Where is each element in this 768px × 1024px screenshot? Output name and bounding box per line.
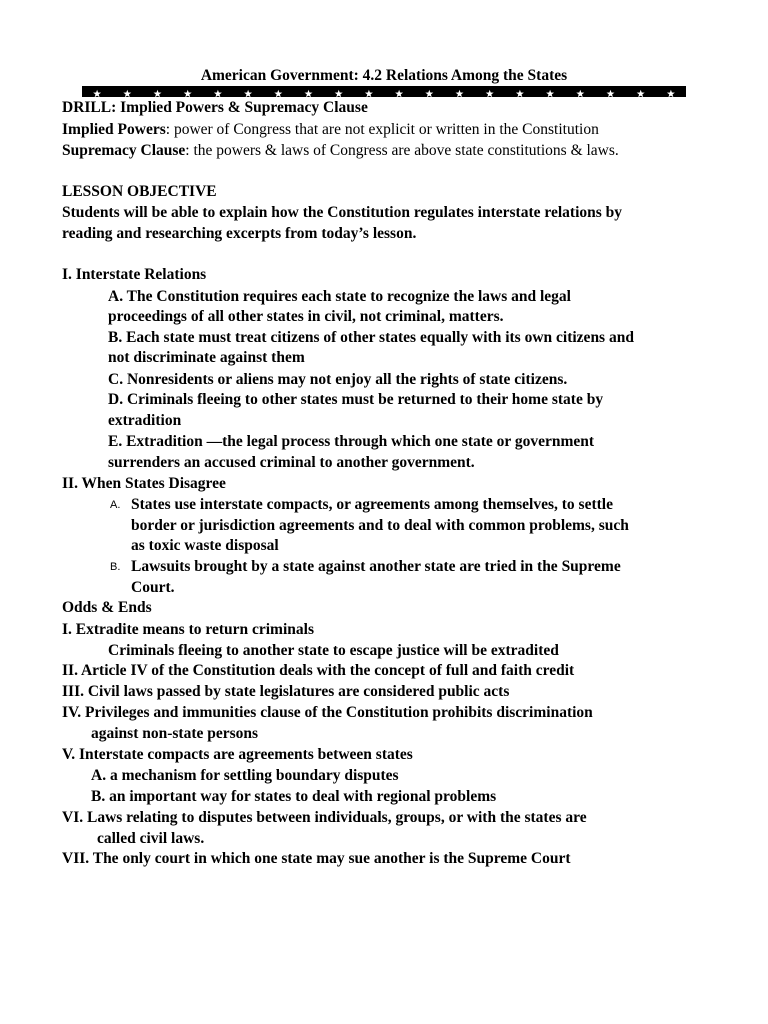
implied-powers-term: Implied Powers (62, 121, 166, 138)
star-icon (486, 90, 494, 98)
implied-powers-line (62, 120, 599, 140)
odds-item-i-line-2: Criminals fleeing to another state to escape justice will be extradited (108, 642, 559, 659)
star-icon (667, 90, 675, 98)
section-1-item-d-line-1: D. Criminals fleeing to other states must be returned to their home state by (108, 391, 604, 408)
star-icon (395, 90, 403, 98)
section-2-item-b-line-1: Lawsuits brought by a state against another state are tried in the Supreme (131, 558, 621, 575)
star-icon (154, 90, 162, 98)
star-icon (425, 90, 433, 98)
star-icon (305, 90, 313, 98)
star-icon (546, 90, 554, 98)
objective-line-2: reading and researching excerpts from today’s lesson. (62, 225, 417, 242)
star-icon (637, 90, 645, 98)
section-1-heading: I. Interstate Relations (62, 266, 207, 283)
section-1-item-b-line-2: not discriminate against them (108, 349, 305, 366)
star-icon (123, 90, 131, 98)
section-2-item-b-letter: B. (110, 561, 121, 573)
section-2-item-a-letter: A. (110, 499, 121, 511)
odds-item-v-line-3: B. an important way for states to deal with regional problems (91, 788, 497, 805)
star-icon (244, 90, 252, 98)
star-icon (184, 90, 192, 98)
odds-item-iii: III. Civil laws passed by state legislatures are considered public acts (62, 683, 510, 700)
star-icon (516, 90, 524, 98)
section-1-item-b-line-1: B. Each state must treat citizens of other states equally with its own citizens and (108, 329, 634, 346)
odds-item-iv-line-1: IV. Privileges and immunities clause of the Constitution prohibits discrimination (62, 704, 593, 721)
supremacy-clause-term: Supremacy Clause (62, 142, 186, 159)
section-1-item-c: C. Nonresidents or aliens may not enjoy all the rights of state citizens. (108, 371, 568, 388)
star-icon (576, 90, 584, 98)
section-1-item-a-line-1: A. The Constitution requires each state to recognize the laws and legal (108, 288, 571, 305)
drill-heading: DRILL: Implied Powers & Supremacy Clause (62, 99, 368, 116)
objective-line-1: Students will be able to explain how the Constitution regulates interstate relations by (62, 204, 623, 221)
page-title: American Government: 4.2 Relations Among the States (200, 67, 568, 84)
supremacy-clause-definition: : the powers & laws of Congress are above state constitutions & laws. (185, 142, 619, 159)
section-2-item-a-line-2: border or jurisdiction agreements and to deal with common problems, such (131, 517, 629, 534)
section-2-item-b-line-2: Court. (131, 579, 175, 596)
section-1-item-e-line-2: surrenders an accused criminal to another government. (108, 454, 475, 471)
objective-heading: LESSON OBJECTIVE (62, 183, 217, 200)
star-icon (214, 90, 222, 98)
star-divider (82, 86, 686, 97)
odds-item-vi-line-1: VI. Laws relating to disputes between individuals, groups, or with the states are (62, 809, 587, 826)
implied-powers-definition: : power of Congress that are not explicit or written in the Constitution (165, 121, 599, 138)
section-1-item-d-line-2: extradition (108, 412, 182, 429)
odds-item-iv-line-2: against non-state persons (91, 725, 259, 742)
star-icon (365, 90, 373, 98)
section-1-item-e-line-1: E. Extradition —the legal process through which one state or government (108, 433, 595, 450)
star-icon (93, 90, 101, 98)
odds-item-v-line-1: V. Interstate compacts are agreements between states (62, 746, 413, 763)
star-icon (274, 90, 282, 98)
odds-heading: Odds & Ends (62, 599, 152, 616)
odds-item-v-line-2: A. a mechanism for settling boundary disputes (91, 767, 399, 784)
odds-item-vii: VII. The only court in which one state may sue another is the Supreme Court (62, 850, 571, 867)
supremacy-clause-line (62, 141, 619, 161)
section-2-item-a-line-1: States use interstate compacts, or agreements among themselves, to settle (131, 496, 613, 513)
odds-item-i-line-1: I. Extradite means to return criminals (62, 621, 314, 638)
section-1-item-a-line-2: proceedings of all other states in civil, not criminal, matters. (108, 308, 504, 325)
odds-item-vi-line-2: called civil laws. (97, 830, 205, 847)
section-2-item-a-line-3: as toxic waste disposal (131, 537, 279, 554)
star-icon (456, 90, 464, 98)
star-icon (607, 90, 615, 98)
star-icon (335, 90, 343, 98)
section-2-heading: II. When States Disagree (62, 475, 226, 492)
odds-item-ii: II. Article IV of the Constitution deals with the concept of full and faith credit (62, 662, 575, 679)
